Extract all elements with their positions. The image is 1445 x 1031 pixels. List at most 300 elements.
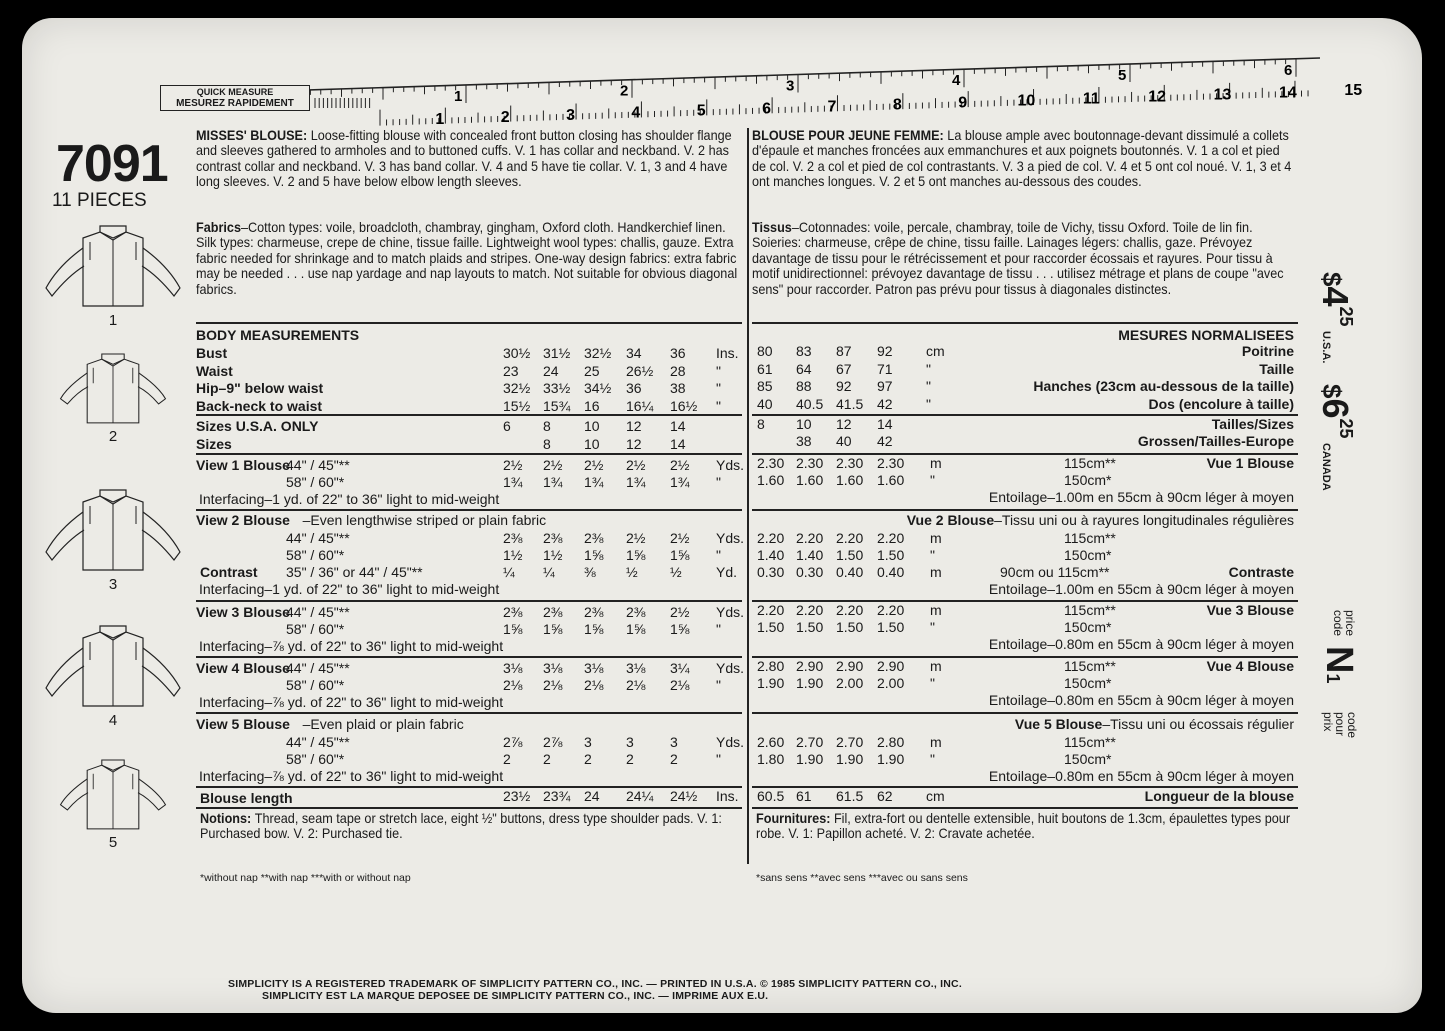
french-description <box>752 128 1297 190</box>
mesure-unit: " <box>926 378 931 394</box>
mesure-unit: " <box>926 395 931 412</box>
view5-subtitle: –Even plaid or plain fabric <box>302 716 464 732</box>
view3-metrage: 2.20 <box>796 602 824 618</box>
view5-width1: 44" / 45"** <box>286 734 350 750</box>
view4-fr-unit: m <box>930 658 942 674</box>
size-value: 12 <box>626 436 642 452</box>
vue-subtitle: –Tissu uni ou à rayures longitudinales régulières <box>994 512 1294 528</box>
measure-value: 28 <box>670 362 686 379</box>
view5-fr-width1: 115cm** <box>1064 734 1116 750</box>
view3-title: View 3 Blouse <box>196 604 290 620</box>
price-usa-cents: 25 <box>1336 306 1356 327</box>
view4-unit: " <box>716 677 721 693</box>
view5-entoilage: Entoilage–0.80m en 55cm à 90cm léger à moyen <box>988 768 1294 784</box>
code-prix-line3: prix <box>1321 712 1335 732</box>
view4-yardage: 3⅛ <box>626 660 646 676</box>
view2-contraste: Contraste <box>1228 564 1294 580</box>
blouse-length-label: Blouse length <box>200 790 293 806</box>
measure-value: 36 <box>626 380 642 396</box>
view2-yardage: 2⅜ <box>503 530 523 546</box>
view5-yardage: 3 <box>626 734 634 750</box>
view5-yardage: 2⅞ <box>503 734 523 750</box>
view5-yardage: 2 <box>626 751 634 767</box>
view3-interfacing: Interfacing–⅞ yd. of 22" to 36" light to mid-weight <box>199 638 504 654</box>
view4-yardage: 2⅛ <box>503 677 523 693</box>
view3-yardage: 1⅝ <box>503 621 523 637</box>
price-can-dollar: $ <box>1317 384 1347 399</box>
cm-label: 8 <box>892 96 902 114</box>
rule-line <box>752 509 1298 511</box>
measuring-ruler <box>180 60 1363 128</box>
view5-fr-unit: " <box>930 751 935 767</box>
view2-metrage: 1.50 <box>877 547 905 563</box>
cm-label: 11 <box>1082 90 1100 108</box>
view2-subtitle: –Even lengthwise striped or plain fabric <box>302 512 547 528</box>
view1-yardage: 1¾ <box>503 474 523 490</box>
french-fabrics <box>752 220 1297 297</box>
view2-title: View 2 Blouse <box>196 512 290 528</box>
measure-value: 34½ <box>584 380 612 396</box>
fabrics-text: –Cotton types: voile, broadcloth, chambray, gingham, Oxford cloth. Handkerchief linen. Silk types: charmeuse, crepe de chine, tissue faille. Lightweight wool types: challis, gauze. Extra fabric needed for shrinkage and to match plaids and stripes. One-way design fabrics: extra fabric may be needed . . . use nap yardage and nap layouts to match. Not suitable for obvious diagonal fabrics. <box>196 220 738 297</box>
view5-yardage: 3 <box>670 734 678 750</box>
view5-metrage: 1.90 <box>836 751 864 767</box>
blouse-illustration <box>38 626 188 712</box>
measure-value: 16½ <box>670 397 698 414</box>
view4-entoilage: Entoilage–0.80m en 55cm à 90cm léger à moyen <box>988 692 1294 708</box>
price-code-line1: price <box>1343 610 1357 637</box>
view2-contraste-value: 0.40 <box>836 564 864 580</box>
measure-unit: " <box>716 397 721 414</box>
view3-unit: " <box>716 621 721 637</box>
view4-yardage: 3⅛ <box>584 660 604 676</box>
measure-label: Waist <box>196 362 233 379</box>
rule-line <box>196 509 742 511</box>
mesure-value: 42 <box>877 395 893 412</box>
code-prix-line2: pour <box>1333 712 1347 737</box>
view1-title: View 1 Blouse <box>196 457 290 473</box>
view4-metrage: 2.90 <box>877 658 905 674</box>
view4-width1: 44" / 45"** <box>286 660 350 676</box>
rule-line <box>752 322 1298 324</box>
view5-metrage: 1.90 <box>877 751 905 767</box>
cm-label: 15 <box>1344 82 1363 100</box>
mesure-unit: cm <box>926 343 945 359</box>
cm-label: 6 <box>762 100 772 118</box>
measure-unit: " <box>716 380 721 396</box>
pattern-pieces: 11 PIECES <box>52 190 147 211</box>
mesure-value: 92 <box>836 378 852 394</box>
view5-metrage: 2.70 <box>836 734 864 750</box>
view2-yardage: 1⅝ <box>626 547 646 563</box>
view4-yardage: 2⅛ <box>543 677 563 693</box>
longueur-unit: cm <box>926 788 945 804</box>
view5-yardage: 2 <box>503 751 511 767</box>
view4-fr-unit: " <box>930 675 935 691</box>
cm-label: 3 <box>566 106 575 124</box>
view2-interfacing: Interfacing–1 yd. of 22" to 36" light to mid-weight <box>199 581 500 597</box>
measure-value: 30½ <box>503 345 531 361</box>
view5-yardage: 2 <box>543 751 551 767</box>
view5-metrage: 2.70 <box>796 734 824 750</box>
view1-metrage: 2.30 <box>757 455 785 471</box>
measure-value: 31½ <box>543 345 571 361</box>
view5-yardage: 2 <box>584 751 592 767</box>
view2-contraste-unit: m <box>930 564 942 580</box>
view3-yardage: 2⅜ <box>543 604 563 620</box>
blouse-length-unit: Ins. <box>716 788 739 804</box>
inch-label: 3 <box>786 77 795 95</box>
view2-unit: " <box>716 547 721 563</box>
view2-contrast-value: ¼ <box>503 564 515 580</box>
fournitures <box>756 811 1301 842</box>
cm-label: 12 <box>1148 88 1167 106</box>
price-code-letter-block <box>1317 646 1360 683</box>
view3-fr-unit: m <box>930 602 942 618</box>
view2-yardage: 1⅝ <box>670 547 690 563</box>
measure-unit: " <box>716 362 721 379</box>
mesure-unit: " <box>926 360 931 377</box>
english-description <box>196 128 741 190</box>
view2-width1: 44" / 45"** <box>286 530 350 546</box>
cm-label: 13 <box>1213 86 1232 104</box>
view4-unit: Yds. <box>716 660 745 676</box>
view2-metrage: 2.20 <box>796 530 824 546</box>
tailles-label: Tailles/Sizes <box>1211 416 1294 432</box>
measure-label: Hip–9" below waist <box>196 380 324 396</box>
rule-line <box>196 656 742 658</box>
view1-entoilage: Entoilage–1.00m en 55cm à 90cm léger à moyen <box>988 489 1294 505</box>
view2-contrast-value: ¼ <box>543 564 555 580</box>
view2-metrage: 2.20 <box>757 530 785 546</box>
longueur-value: 60.5 <box>757 788 785 804</box>
pattern-number: 7091 <box>56 135 168 193</box>
view1-unit: Yds. <box>716 457 745 473</box>
view3-width2: 58" / 60"* <box>286 621 345 637</box>
taille-value: 14 <box>877 416 893 432</box>
view4-yardage: 2⅛ <box>670 677 690 693</box>
view1-unit: " <box>716 474 721 490</box>
size-value: 8 <box>543 436 551 452</box>
measure-value: 16 <box>584 397 600 414</box>
longueur-value: 61 <box>796 788 812 804</box>
view2-metrage: 1.40 <box>796 547 824 563</box>
view1-metrage: 2.30 <box>877 455 905 471</box>
size-value: 6 <box>503 418 511 434</box>
view4-yardage: 3⅛ <box>503 660 523 676</box>
view5-unit: Yds. <box>716 734 745 750</box>
view1-yardage: 1¾ <box>626 474 646 490</box>
longueur-value: 61.5 <box>836 788 864 804</box>
view2-metrage: 1.40 <box>757 547 785 563</box>
view4-metrage: 1.90 <box>757 675 785 691</box>
view5-interfacing: Interfacing–⅞ yd. of 22" to 36" light to mid-weight <box>199 768 504 784</box>
body-measurements-heading: BODY MEASUREMENTS <box>196 327 360 343</box>
blouse-illustration <box>38 354 188 428</box>
view4-metrage: 2.90 <box>796 658 824 674</box>
vue-subtitle: –Tissu uni ou écossais régulier <box>1102 716 1294 732</box>
view5-width2: 58" / 60"* <box>286 751 345 767</box>
mesure-value: 71 <box>877 360 893 377</box>
fournitures-title: Fournitures: <box>756 811 834 826</box>
cm-label: 1 <box>435 110 445 128</box>
view3-metrage: 2.20 <box>877 602 905 618</box>
view2-yardage: 2⅜ <box>584 530 604 546</box>
view4-metrage: 2.00 <box>836 675 864 691</box>
view1-fr-unit: " <box>930 472 935 488</box>
taille-eu-value: 42 <box>877 433 893 449</box>
rule-line <box>196 786 742 788</box>
cm-label: 10 <box>1017 92 1036 110</box>
view3-metrage: 1.50 <box>836 619 864 635</box>
view2-contrast-value: ⅜ <box>584 564 596 580</box>
mesure-value: 92 <box>877 343 893 359</box>
fabrics-text-fr: –Cotonnades: voile, percale, chambray, toile de Vichy, tissu Oxford. Toile de lin fin. Soieries: charmeuse, crêpe de chine, tissu faille. Lainages légers: challis, gaze. Prévoyez davantage de tissu pour le rétrécissement et pour raccorder écossais et rayures. Pour tissu à motif unidirectionnel: prévoyez davantage de tissu . . . utilisez métrage et plans de coupe "avec sens" pour raccorder. Patron pas prévu pour tissus à diagonales distinctes. <box>752 220 1284 297</box>
view2-contraste-value: 0.40 <box>877 564 905 580</box>
view2-entoilage: Entoilage–1.00m en 55cm à 90cm léger à moyen <box>988 581 1294 597</box>
mesure-value: 67 <box>836 360 852 377</box>
view3-fr-width1: 115cm** <box>1064 602 1116 618</box>
price-can-amount: 6 <box>1315 398 1356 419</box>
view2-contraste-value: 0.30 <box>757 564 785 580</box>
view1-yardage: 1¾ <box>584 474 604 490</box>
notions <box>200 811 745 842</box>
view2-yardage: 1½ <box>543 547 563 563</box>
view2-yardage: 2⅜ <box>543 530 563 546</box>
blouse-illustration <box>38 226 188 312</box>
view1-metrage: 2.30 <box>836 455 864 471</box>
taille-eu-value: 38 <box>796 433 812 449</box>
mesure-label: Taille <box>1259 360 1294 377</box>
mesures-heading: MESURES NORMALISEES <box>1118 327 1294 343</box>
view2-fr-width2: 150cm* <box>1064 547 1112 563</box>
mesure-value: 40.5 <box>796 395 824 412</box>
view-number: 4 <box>108 712 118 729</box>
view2-vue-title <box>907 512 1294 529</box>
view4-metrage: 1.90 <box>796 675 824 691</box>
view2-contrast-value: ½ <box>626 564 638 580</box>
view3-yardage: 1⅝ <box>584 621 604 637</box>
english-fabrics <box>196 220 741 297</box>
quick-measure-label-fr: MESUREZ RAPIDEMENT <box>176 98 294 109</box>
rule-line <box>196 600 742 602</box>
view2-contraste-width: 90cm ou 115cm** <box>1000 564 1110 580</box>
measure-value: 16¼ <box>626 397 654 414</box>
price-code-letter: N <box>1318 646 1360 674</box>
view1-metrage: 1.60 <box>796 472 824 488</box>
measure-value: 25 <box>584 362 600 379</box>
view2-yardage: 2½ <box>670 530 690 546</box>
blouse-length-value: 24¼ <box>626 788 654 804</box>
blouse-illustration <box>38 490 188 576</box>
desc-text: Loose-fitting blouse with concealed front button closing has shoulder flange and sleeves gathered to armholes and to buttoned cuffs. V. 1 has collar and neckband. V. 2 has contrast collar and neckband. V. 3 has band collar. V. 4 and 5 have tie collar. V. 1, 3 and 4 have long sleeves. V. 2 and 5 have below elbow length sleeves. <box>196 128 732 190</box>
vue-title-bold: Vue 5 Blouse <box>1014 716 1103 732</box>
view2-metrage: 1.50 <box>836 547 864 563</box>
view4-metrage: 2.80 <box>757 658 785 674</box>
code-prix-block <box>1322 712 1358 738</box>
measure-unit: Ins. <box>716 345 739 361</box>
view1-metrage: 1.60 <box>757 472 785 488</box>
view3-yardage: 2⅜ <box>626 604 646 620</box>
size-value: 10 <box>584 436 600 452</box>
view4-yardage: 3⅛ <box>543 660 563 676</box>
view2-yardage: 2½ <box>626 530 646 546</box>
sizes-label: Sizes <box>196 436 232 452</box>
quick-measure-box <box>160 85 310 111</box>
longueur-value: 62 <box>877 788 893 804</box>
view2-contrast-width: 35" / 36" or 44" / 45"** <box>286 564 423 580</box>
view4-vue-title: Vue 4 Blouse <box>1206 658 1294 674</box>
longueur-label: Longueur de la blouse <box>1144 788 1294 804</box>
mesure-label: Poitrine <box>1241 343 1294 359</box>
view1-width2: 58" / 60"* <box>286 474 345 490</box>
view1-yardage: 1¾ <box>670 474 690 490</box>
view2-width2: 58" / 60"* <box>286 547 345 563</box>
blouse-length-value: 23¾ <box>543 788 571 804</box>
measure-value: 15½ <box>503 397 531 414</box>
view1-fr-width2: 150cm* <box>1064 472 1112 488</box>
taille-value: 8 <box>757 416 765 432</box>
inch-label: 6 <box>1284 61 1293 79</box>
view-illustration <box>38 490 188 593</box>
view1-interfacing: Interfacing–1 yd. of 22" to 36" light to mid-weight <box>199 491 500 507</box>
view5-metrage: 2.60 <box>757 734 785 750</box>
view1-yardage: 2½ <box>670 457 690 473</box>
mesure-value: 64 <box>796 360 812 377</box>
view3-yardage: 2⅜ <box>503 604 523 620</box>
cm-label: 2 <box>500 108 510 126</box>
french-footnote: *sans sens **avec sens ***avec ou sans sens <box>756 872 968 884</box>
quick-measure-label: QUICK MEASURE <box>196 87 274 97</box>
blouse-length-value: 24½ <box>670 788 698 804</box>
cm-label: 9 <box>958 94 968 112</box>
price-usa-label: U.S.A. <box>1320 330 1332 364</box>
view3-yardage: 1⅝ <box>626 621 646 637</box>
view5-fr-width2: 150cm* <box>1064 751 1112 767</box>
view4-interfacing: Interfacing–⅞ yd. of 22" to 36" light to mid-weight <box>199 694 504 710</box>
size-value: 14 <box>670 418 686 434</box>
inch-label: 2 <box>620 82 629 100</box>
fabrics-title: Fabrics <box>196 220 241 235</box>
view3-yardage: 2½ <box>670 604 690 620</box>
view1-vue-title: Vue 1 Blouse <box>1206 455 1294 471</box>
measure-value: 32½ <box>584 345 612 361</box>
view1-yardage: 2½ <box>584 457 604 473</box>
view2-fr-width1: 115cm** <box>1064 530 1116 546</box>
view4-yardage: 2⅛ <box>584 677 604 693</box>
rule-line <box>196 414 742 416</box>
price-can-label: CANADA <box>1320 442 1332 491</box>
view1-yardage: 2½ <box>503 457 523 473</box>
taille-eu-value: 40 <box>836 433 852 449</box>
view1-width1: 44" / 45"** <box>286 457 350 473</box>
vue-title-bold: Vue 2 Blouse <box>906 512 995 528</box>
size-value: 8 <box>543 418 551 434</box>
view4-yardage: 2⅛ <box>626 677 646 693</box>
view5-metrage: 1.90 <box>796 751 824 767</box>
view5-yardage: 2 <box>670 751 678 767</box>
measure-label: Back-neck to waist <box>196 397 323 414</box>
cm-label: 14 <box>1278 84 1297 102</box>
price-usa-dollar: $ <box>1317 272 1347 287</box>
price-can-cents: 25 <box>1336 418 1356 439</box>
size-value: 12 <box>626 418 642 434</box>
view3-yardage: 2⅜ <box>584 604 604 620</box>
cm-label: 4 <box>631 104 641 122</box>
price-usa-amount: 4 <box>1315 286 1356 307</box>
inch-label: 5 <box>1118 67 1127 84</box>
measure-value: 15¾ <box>543 397 571 414</box>
measure-value: 36 <box>670 345 686 361</box>
view3-yardage: 1⅝ <box>543 621 563 637</box>
rule-line <box>196 712 742 714</box>
blouse-length-value: 24 <box>584 788 600 804</box>
view1-fr-unit: m <box>930 455 942 471</box>
view2-yardage: 1⅝ <box>584 547 604 563</box>
view5-metrage: 2.80 <box>877 734 905 750</box>
view4-width2: 58" / 60"* <box>286 677 345 693</box>
inch-label: 4 <box>952 72 961 90</box>
view4-metrage: 2.90 <box>836 658 864 674</box>
mesure-value: 41.5 <box>836 395 864 412</box>
view3-fr-width2: 150cm* <box>1064 619 1112 635</box>
view-number: 3 <box>108 576 118 593</box>
view2-contrast: Contrast <box>200 564 258 580</box>
view-illustration <box>38 226 188 329</box>
view1-yardage: 1¾ <box>543 474 563 490</box>
trademark-line-fr: SIMPLICITY EST LA MARQUE DEPOSEE DE SIMPLICITY PATTERN CO., INC. — IMPRIME AUX E.U. <box>262 990 769 1002</box>
english-footnote: *without nap **with nap ***with or without nap <box>200 872 411 884</box>
view3-metrage: 1.50 <box>796 619 824 635</box>
view1-fr-width1: 115cm** <box>1064 455 1116 471</box>
view5-metrage: 1.80 <box>757 751 785 767</box>
view4-fr-width1: 115cm** <box>1064 658 1116 674</box>
view2-metrage: 2.20 <box>877 530 905 546</box>
view2-yardage: 1½ <box>503 547 523 563</box>
view3-metrage: 1.50 <box>757 619 785 635</box>
view5-unit: " <box>716 751 721 767</box>
mesure-value: 87 <box>836 343 852 359</box>
view-illustration <box>38 354 188 445</box>
desc-title: MISSES' BLOUSE: <box>196 128 308 143</box>
code-prix-line1: code <box>1345 712 1359 739</box>
rule-line <box>196 453 742 455</box>
size-value: 14 <box>670 436 686 452</box>
price-code-block <box>1332 610 1356 636</box>
rule-line <box>752 712 1298 714</box>
view1-metrage: 2.30 <box>796 455 824 471</box>
measure-value: 33½ <box>543 380 571 396</box>
view-illustration <box>38 760 188 851</box>
mesure-label: Hanches (23cm au-dessous de la taille) <box>1033 378 1294 394</box>
cm-label: 5 <box>696 102 706 120</box>
mesure-value: 80 <box>757 343 773 359</box>
price-canada <box>1314 384 1356 491</box>
sizes-label: Sizes U.S.A. ONLY <box>196 418 319 434</box>
view3-metrage: 2.20 <box>836 602 864 618</box>
measure-value: 23 <box>503 362 519 379</box>
mesure-value: 88 <box>796 378 812 394</box>
taille-value: 10 <box>796 416 812 432</box>
view-number: 5 <box>108 834 118 851</box>
cm-label: 7 <box>827 98 837 116</box>
view5-yardage: 3 <box>584 734 592 750</box>
rule-line <box>752 807 1298 809</box>
desc-text-fr: La blouse ample avec boutonnage-devant dissimulé a collets d'épaule et manches froncées aux emmanchures et aux poignets boutonnés. V. 1 a col et pied de col. V. 2 a col et pied de col contrastants. V. 3 a pied de col. V. 4 et 5 ont col noué. V. 1, 3 et 4 ont manches longues. V. 2 et 5 ont manches au-dessous des coudes. <box>752 128 1292 190</box>
view4-yardage: 3¼ <box>670 660 690 676</box>
view2-unit: Yds. <box>716 530 745 546</box>
mesure-value: 97 <box>877 378 893 394</box>
view1-yardage: 2½ <box>626 457 646 473</box>
